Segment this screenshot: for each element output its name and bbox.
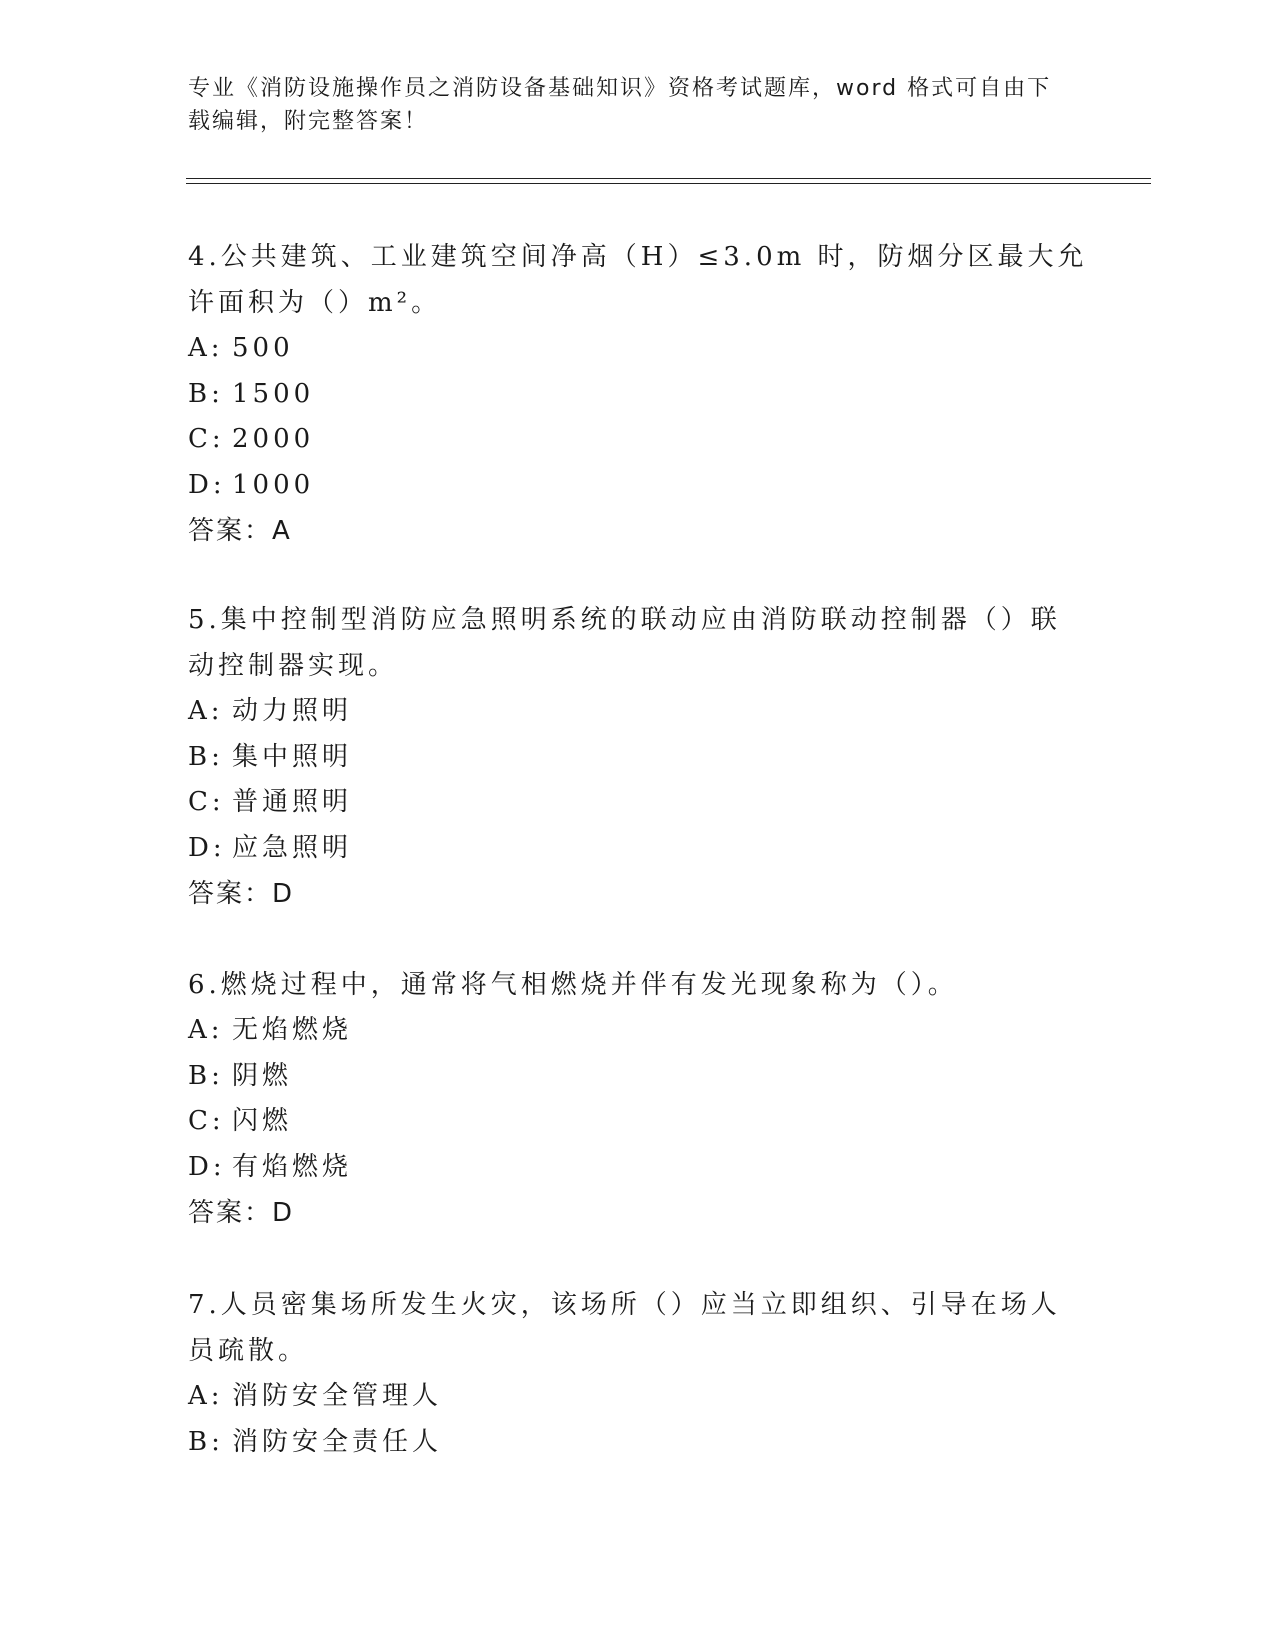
question-stem: 5.集中控制型消防应急照明系统的联动应由消防联动控制器（）联动控制器实现。 [188,605,1061,681]
answer-line [188,871,1088,917]
answer-label: 答案： [188,516,273,546]
option-text: 闪燃 [232,1106,293,1136]
answer-label: 答案： [188,1198,273,1228]
question-stem: 6.燃烧过程中，通常将气相燃烧并伴有发光现象称为（）。 [188,970,958,1000]
answer-value: D [272,1198,295,1228]
option-d [188,826,1088,872]
option-b [188,1420,1088,1466]
question-5 [188,597,1088,917]
option-label: D: [188,832,226,863]
option-label: D: [188,469,226,500]
option-label: B: [188,1060,224,1091]
answer-value: D [272,879,295,909]
option-d [188,463,1088,509]
answer-label: 答案： [188,879,273,909]
answer-value: A [272,516,292,546]
option-text: 集中照明 [232,741,353,772]
answer-line [188,508,1088,554]
option-text: 2000 [232,424,315,454]
option-label: B: [188,741,224,772]
option-text: 500 [232,333,294,363]
option-text: 动力照明 [232,696,353,726]
document-intro: 专业《消防设施操作员之消防设备基础知识》资格考试题库，word 格式可自由下载编辑，附完整答案！ [188,76,1052,134]
option-text: 普通照明 [232,787,353,817]
question-6 [188,962,1088,1236]
option-label: A: [188,1381,224,1411]
option-text: 阴燃 [232,1060,293,1091]
option-text: 有焰燃烧 [232,1151,353,1182]
header-divider-top [186,178,1151,179]
option-label: C: [188,1106,225,1136]
option-label: A: [188,1015,224,1045]
option-b [188,372,1088,418]
option-text: 消防安全责任人 [232,1426,443,1457]
option-d [188,1145,1088,1191]
option-text: 1000 [232,469,315,500]
option-a [188,1374,1088,1420]
option-text: 无焰燃烧 [232,1015,353,1045]
question-7 [188,1282,1088,1465]
option-label: B: [188,1426,224,1457]
option-label: B: [188,378,224,409]
option-label: C: [188,424,225,454]
question-stem: 4.公共建筑、工业建筑空间净高（H）≤3.0m 时，防烟分区最大允许面积为（）m²。 [188,242,1088,318]
option-b [188,1054,1088,1100]
option-label: A: [188,333,224,363]
option-c [188,417,1088,463]
option-c [188,780,1088,826]
option-text: 应急照明 [232,832,353,863]
option-c [188,1099,1088,1145]
option-text: 消防安全管理人 [232,1381,443,1411]
answer-line [188,1190,1088,1236]
option-b [188,735,1088,781]
option-label: C: [188,787,225,817]
header-divider-bottom [186,183,1151,184]
option-a [188,326,1088,372]
option-label: A: [188,696,224,726]
option-text: 1500 [232,378,315,409]
question-4 [188,234,1088,554]
option-a [188,689,1088,735]
option-label: D: [188,1151,226,1182]
option-a [188,1008,1088,1054]
question-stem: 7.人员密集场所发生火灾，该场所（）应当立即组织、引导在场人员疏散。 [188,1290,1061,1366]
